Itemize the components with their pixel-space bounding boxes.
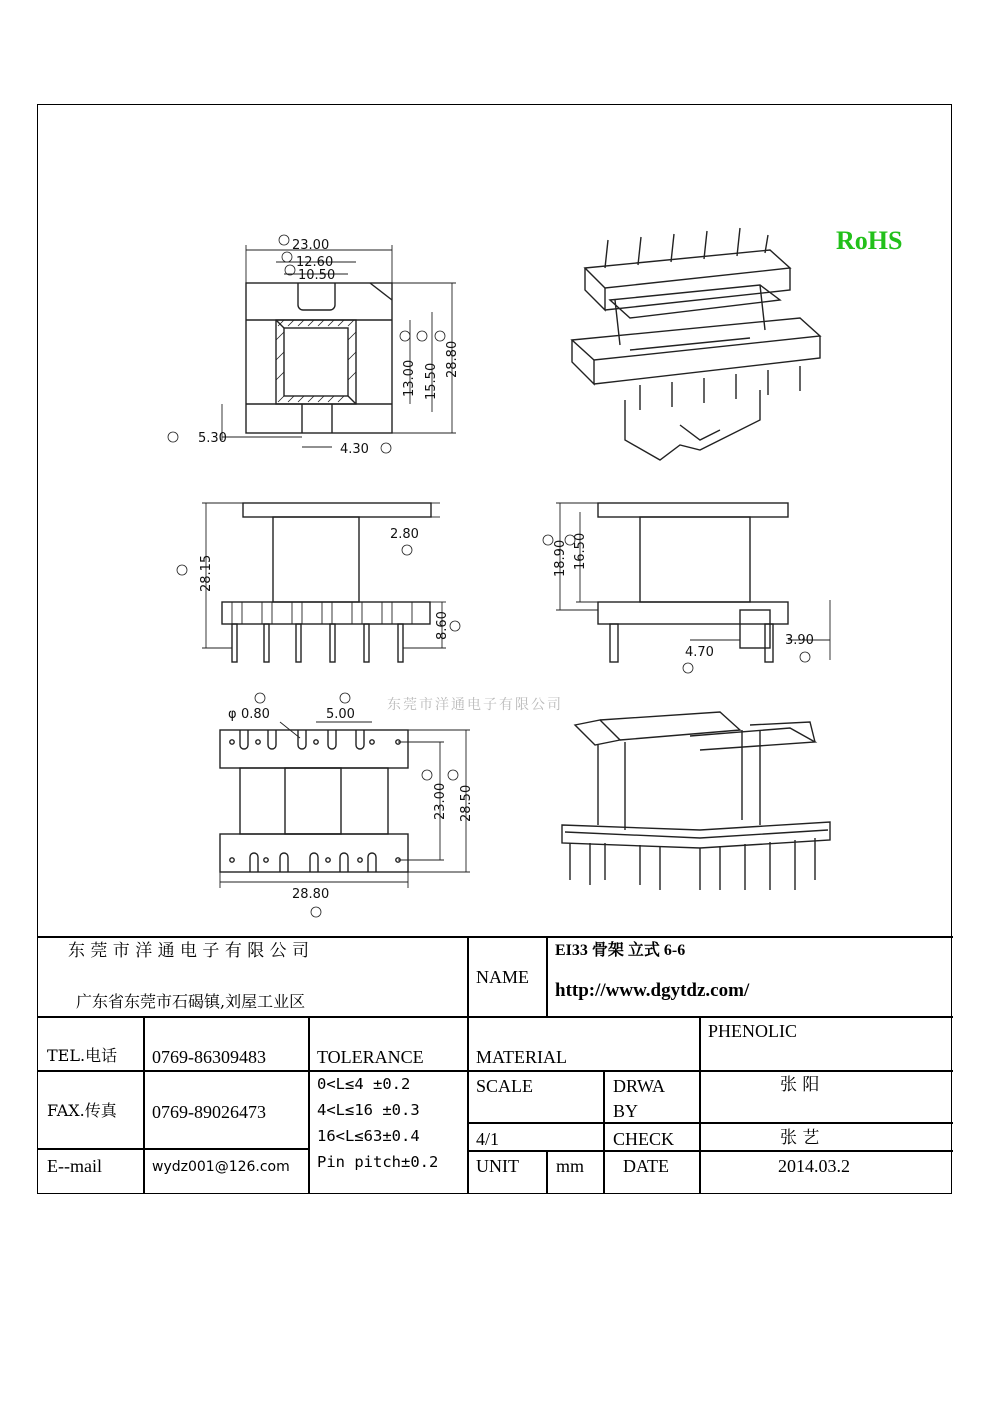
drawn-by-label-line-1: DRWA bbox=[613, 1076, 666, 1096]
dim-N-4-70: 4.70 bbox=[685, 645, 714, 660]
top-view bbox=[222, 245, 456, 447]
dim-R-23-00: 23.00 bbox=[433, 782, 448, 820]
tolerance-row-2: 4<L≤16 ±0.3 bbox=[317, 1101, 420, 1119]
material-label: MATERIAL bbox=[476, 1047, 567, 1067]
fax-label: FAX.传真 bbox=[47, 1101, 117, 1120]
unit-label: UNIT bbox=[476, 1156, 519, 1176]
dim-I-2-80: 2.80 bbox=[390, 527, 419, 542]
date-value: 2014.03.2 bbox=[778, 1156, 850, 1176]
email-value[interactable]: wydz001@126.com bbox=[152, 1159, 290, 1175]
dim-O-3-90: 3.90 bbox=[785, 633, 814, 648]
dim-D-13-00: 13.00 bbox=[402, 359, 417, 397]
unit-value: mm bbox=[556, 1156, 585, 1176]
company-address: 广东省东莞市石碣镇,刘屋工业区 bbox=[76, 992, 306, 1011]
dim-Q-0-80: 0.80 bbox=[241, 707, 270, 722]
drawn-by-value: 张 阳 bbox=[780, 1075, 820, 1095]
tel-value: 0769-86309483 bbox=[152, 1047, 266, 1067]
dim-L-18-90: 18.90 bbox=[553, 539, 568, 577]
dim-G-5-30: 5.30 bbox=[198, 431, 227, 446]
email-label: E--mail bbox=[47, 1156, 102, 1176]
dim-E-15-50: 15.50 bbox=[424, 362, 439, 400]
tolerance-label: TOLERANCE bbox=[317, 1047, 424, 1067]
company-watermark: 东莞市洋通电子有限公司 bbox=[387, 697, 563, 713]
name-label: NAME bbox=[476, 967, 529, 987]
tolerance-row-1: 0<L≤4 ±0.2 bbox=[317, 1075, 411, 1093]
date-label: DATE bbox=[623, 1156, 669, 1176]
phi-symbol: φ bbox=[228, 707, 237, 722]
rohs-mark: RoHS bbox=[836, 226, 903, 255]
dim-F-28-80: 28.80 bbox=[445, 340, 460, 378]
part-name: EI33 骨架 立式 6-6 bbox=[555, 942, 686, 959]
tolerance-row-4: Pin pitch±0.2 bbox=[317, 1153, 439, 1171]
dim-H-4-30: 4.30 bbox=[340, 442, 369, 457]
scale-value: 4/1 bbox=[476, 1129, 500, 1149]
dim-P-5-00: 5.00 bbox=[326, 707, 355, 722]
dim-T-28-80: 28.80 bbox=[292, 887, 330, 902]
check-label: CHECK bbox=[613, 1129, 675, 1149]
dim-C-10-50: 10.50 bbox=[298, 268, 336, 283]
dim-A-23-00: 23.00 bbox=[292, 238, 330, 253]
dim-S-28-50: 28.50 bbox=[459, 784, 474, 822]
isometric-bottom-view bbox=[562, 712, 830, 890]
drawn-by-label-line-2: BY bbox=[613, 1101, 639, 1121]
dim-M-16-50: 16.50 bbox=[573, 532, 588, 570]
isometric-top-view bbox=[572, 228, 820, 460]
fax-value: 0769-89026473 bbox=[152, 1102, 266, 1122]
check-value: 张 艺 bbox=[780, 1128, 820, 1148]
tel-label: TEL.电话 bbox=[47, 1046, 118, 1065]
dim-K-8-60: 8.60 bbox=[435, 611, 450, 640]
dim-B-12-60: 12.60 bbox=[296, 255, 334, 270]
company-name: 东 莞 市 洋 通 电 子 有 限 公 司 bbox=[68, 941, 310, 961]
tolerance-row-3: 16<L≤63±0.4 bbox=[317, 1127, 420, 1145]
dim-J-28-15: 28.15 bbox=[199, 554, 214, 592]
website-link[interactable]: http://www.dgytdz.com/ bbox=[555, 980, 750, 1001]
scale-label: SCALE bbox=[476, 1076, 534, 1096]
material-value: PHENOLIC bbox=[708, 1021, 797, 1041]
